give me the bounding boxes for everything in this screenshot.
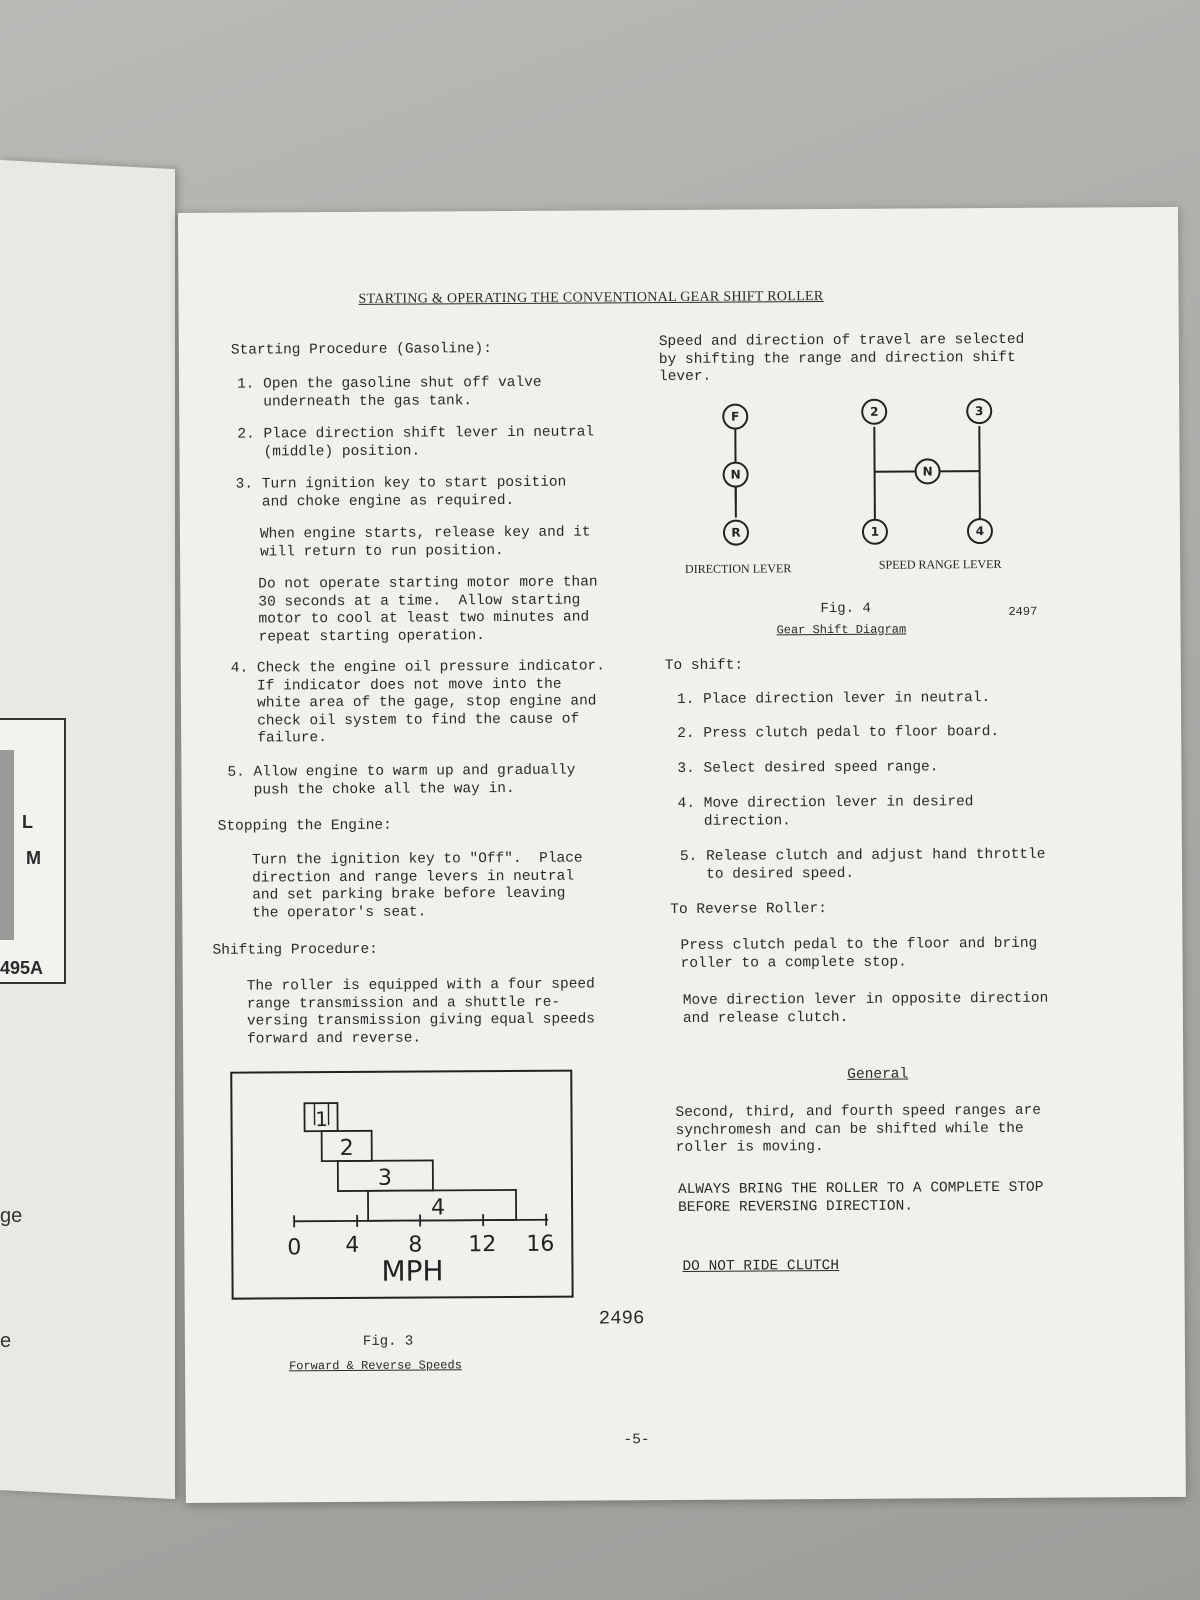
- range-label-4: 4: [975, 524, 985, 539]
- range-lever-left-track: [874, 427, 875, 532]
- range-label-3: 3: [975, 404, 984, 419]
- range-label-1: 1: [870, 524, 880, 539]
- general-heading: General: [847, 1066, 909, 1083]
- shifting-text: The roller is equipped with a four speed range transmission and a shuttle re- versing transmission giving equal speeds forward and reverse.: [246, 976, 596, 1048]
- fig3-number: 2496: [598, 1307, 645, 1330]
- starting-step-2: 2. Place direction shift lever in neutral (middle) position.: [237, 424, 595, 461]
- page-number: -5-: [623, 1432, 650, 1449]
- mph-tick-16: 16: [526, 1231, 555, 1257]
- direction-label-f: F: [731, 409, 740, 424]
- fig4-caption: Fig. 4: [820, 600, 871, 618]
- mph-tick-0: 0: [287, 1235, 302, 1261]
- direction-lever-label: DIRECTION LEVER: [684, 561, 792, 576]
- shift-step-4: 4. Move direction lever in desired direction.: [677, 794, 974, 830]
- gear-3-label: 3: [377, 1165, 392, 1191]
- shift-step-2: 2. Press clutch pedal to floor board.: [677, 723, 1000, 742]
- photo-lever-image: [0, 750, 14, 940]
- range-label-n: N: [922, 464, 933, 479]
- starting-step-3-warning: Do not operate starting motor more than 30 seconds at a time. Allow starting motor to cool at least two minutes and repeat starting operation.: [258, 574, 598, 646]
- gear-2-label: 2: [339, 1135, 354, 1162]
- gear-shift-diagram: [679, 391, 1040, 588]
- reverse-roller-heading: To Reverse Roller:: [670, 901, 827, 919]
- starting-step-4: 4. Check the engine oil pressure indicator. If indicator does not move into the white area of the gage, stop engine and check oil system to find the cause of failure.: [230, 658, 605, 747]
- photo-label-m: M: [26, 848, 41, 868]
- clutch-warning: DO NOT RIDE CLUTCH: [682, 1257, 840, 1275]
- stopping-heading: Stopping the Engine:: [217, 817, 392, 835]
- reverse-warning: ALWAYS BRING THE ROLLER TO A COMPLETE STOP BEFORE REVERSING DIRECTION.: [677, 1179, 1044, 1216]
- speed-range-figure: [229, 1069, 575, 1303]
- photo-number: 495A: [0, 958, 44, 978]
- general-text: Second, third, and fourth speed ranges are synchromesh and can be shifted while the roller is moving.: [675, 1102, 1042, 1156]
- mph-axis-line: [294, 1220, 548, 1222]
- starting-step-1: 1. Open the gasoline shut off valve underneath the gas tank.: [237, 374, 542, 411]
- previous-page-fragment: ge: [0, 1205, 23, 1227]
- direction-label-n: N: [730, 467, 741, 482]
- reverse-roller-text-1: Press clutch pedal to the floor and bring roller to a complete stop.: [680, 935, 1038, 972]
- mph-tick-4: 4: [345, 1232, 360, 1258]
- starting-procedure-heading: Starting Procedure (Gasoline):: [230, 341, 492, 359]
- mph-tick-12: 12: [468, 1232, 497, 1258]
- range-lever-right-track: [979, 426, 980, 531]
- fig3-subcaption: Forward & Reverse Speeds: [289, 1358, 462, 1374]
- mph-tick-8: 8: [408, 1232, 423, 1258]
- photo-label-l: L: [22, 812, 33, 832]
- shift-step-1: 1. Place direction lever in neutral.: [676, 690, 991, 708]
- previous-page-photo: [0, 718, 66, 984]
- speed-range-lever-label: SPEED RANGE LEVER: [878, 556, 1002, 572]
- fig4-subcaption: Gear Shift Diagram: [776, 622, 907, 638]
- gear-1-label: 1: [315, 1107, 328, 1132]
- speed-direction-intro: Speed and direction of travel are selected by shifting the range and direction shift lever.: [658, 331, 1025, 386]
- to-shift-heading: To shift:: [664, 657, 744, 675]
- fig4-number: 2497: [1008, 604, 1038, 619]
- gear-4-label: 4: [431, 1195, 446, 1221]
- range-label-2: 2: [870, 404, 879, 419]
- shift-step-5: 5. Release clutch and adjust hand throttle to desired speed.: [679, 846, 1046, 883]
- previous-page-fragment: e: [0, 1330, 12, 1352]
- fig3-caption: Fig. 3: [362, 1333, 414, 1350]
- shift-step-3: 3. Select desired speed range.: [677, 759, 939, 777]
- shifting-heading: Shifting Procedure:: [212, 941, 378, 959]
- manual-page: [178, 207, 1186, 1503]
- stopping-text: Turn the ignition key to "Off". Place direction and range levers in neutral and set parking brake before leaving the operator's seat.: [251, 850, 583, 922]
- mph-axis-label: MPH: [381, 1254, 444, 1288]
- reverse-roller-text-2: Move direction lever in opposite direction and release clutch.: [682, 990, 1049, 1027]
- starting-step-3: 3. Turn ignition key to start position and choke engine as required.: [235, 474, 567, 511]
- page-title: STARTING & OPERATING THE CONVENTIONAL GEAR SHIFT ROLLER: [358, 289, 824, 307]
- direction-label-r: R: [731, 525, 741, 540]
- starting-step-3-note: When engine starts, release key and it will return to run position.: [259, 524, 591, 561]
- starting-step-5: 5. Allow engine to warm up and gradually push the choke all the way in.: [227, 762, 576, 799]
